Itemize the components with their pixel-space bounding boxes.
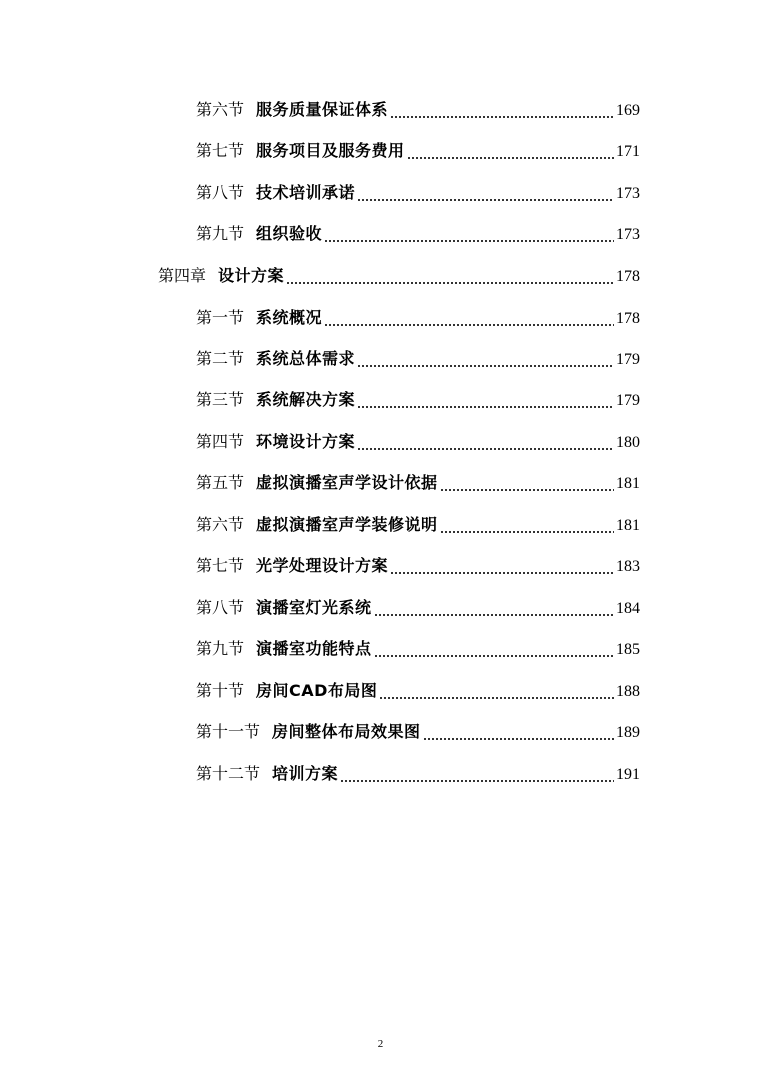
toc-chapter-entry[interactable] [158, 262, 640, 290]
toc-entry-title: 房间CAD布局图 [256, 681, 378, 700]
toc-entry-title: 环境设计方案 [256, 432, 356, 451]
toc-entry[interactable] [196, 96, 640, 124]
toc-dot-leader [423, 738, 614, 740]
toc-dot-leader [340, 780, 614, 782]
toc-entry-page: 173 [616, 185, 640, 202]
toc-entry-label: 第二节 [196, 351, 245, 368]
toc-entry-title: 组织验收 [256, 224, 323, 243]
toc-entry-label: 第七节 [196, 558, 245, 575]
toc-entry[interactable] [196, 511, 640, 539]
toc-entry-label: 第四节 [196, 434, 245, 451]
toc-entry-label: 第四章 [158, 268, 207, 285]
toc-dot-leader [357, 448, 614, 450]
toc-entry-label: 第十二节 [196, 766, 261, 783]
toc-dot-leader [324, 324, 614, 326]
toc-entry-label: 第六节 [196, 102, 245, 119]
toc-entry-page: 185 [616, 641, 640, 658]
toc-entry-label: 第九节 [196, 226, 245, 243]
toc-entry-page: 171 [616, 143, 640, 160]
toc-entry[interactable] [196, 304, 640, 332]
toc-entry-label: 第七节 [196, 143, 245, 160]
toc-dot-leader [390, 116, 614, 118]
toc-entry[interactable] [196, 760, 640, 788]
toc-dot-leader [374, 655, 614, 657]
toc-entry-page: 189 [616, 724, 640, 741]
toc-entry-label: 第九节 [196, 641, 245, 658]
toc-entry-label: 第十一节 [196, 724, 261, 741]
toc-entry-title: 系统概况 [256, 308, 323, 327]
toc-entry-title: 服务质量保证体系 [256, 100, 389, 119]
toc-entry-title: 光学处理设计方案 [256, 556, 389, 575]
toc-entry-title: 系统解决方案 [256, 390, 356, 409]
toc-entry-page: 179 [616, 392, 640, 409]
toc-entry-page: 179 [616, 351, 640, 368]
toc-entry-title: 系统总体需求 [256, 349, 356, 368]
toc-entry-label: 第五节 [196, 475, 245, 492]
toc-entry-title: 演播室功能特点 [256, 639, 372, 658]
toc-dot-leader [357, 199, 614, 201]
toc-entry-title: 技术培训承诺 [256, 183, 356, 202]
toc-entry-label: 第一节 [196, 310, 245, 327]
toc-dot-leader [440, 531, 614, 533]
toc-dot-leader [407, 157, 614, 159]
toc-entry-page: 181 [616, 517, 640, 534]
toc-entry-label: 第八节 [196, 185, 245, 202]
toc-entry[interactable] [196, 718, 640, 746]
toc-entry-page: 178 [616, 268, 640, 285]
toc-dot-leader [440, 489, 614, 491]
toc-entry-page: 183 [616, 558, 640, 575]
toc-entry[interactable] [196, 594, 640, 622]
toc-dot-leader [357, 406, 614, 408]
toc-entry-title: 演播室灯光系统 [256, 598, 372, 617]
toc-entry[interactable] [196, 345, 640, 373]
toc-entry[interactable] [196, 179, 640, 207]
toc-dot-leader [324, 240, 614, 242]
toc-entry-page: 169 [616, 102, 640, 119]
toc-entry[interactable] [196, 386, 640, 414]
toc-entry-page: 184 [616, 600, 640, 617]
toc-entry-page: 188 [616, 683, 640, 700]
toc-entry-label: 第八节 [196, 600, 245, 617]
toc-entry-page: 181 [616, 475, 640, 492]
toc-entry-title: 房间整体布局效果图 [272, 722, 421, 741]
toc-entry[interactable] [196, 137, 640, 165]
toc-entry-title: 培训方案 [272, 764, 339, 783]
page-number-footer: 2 [377, 1038, 384, 1050]
toc-entry-title: 虚拟演播室声学装修说明 [256, 515, 438, 534]
toc-dot-leader [390, 572, 614, 574]
toc-entry[interactable] [196, 552, 640, 580]
toc-dot-leader [379, 697, 614, 699]
toc-dot-leader [374, 614, 614, 616]
toc-entry-page: 178 [616, 310, 640, 327]
toc-entry[interactable] [196, 220, 640, 248]
toc-entry[interactable] [196, 677, 640, 705]
toc-dot-leader [286, 282, 614, 284]
toc-entry-label: 第十节 [196, 683, 245, 700]
toc-entry-title: 设计方案 [218, 266, 285, 285]
toc-entry-title: 服务项目及服务费用 [256, 141, 405, 160]
toc-entry-page: 191 [616, 766, 640, 783]
toc-entry-page: 180 [616, 434, 640, 451]
toc-dot-leader [357, 365, 614, 367]
toc-entry-title: 虚拟演播室声学设计依据 [256, 473, 438, 492]
toc-entry-label: 第六节 [196, 517, 245, 534]
toc-entry-label: 第三节 [196, 392, 245, 409]
toc-entry[interactable] [196, 428, 640, 456]
toc-entry[interactable] [196, 469, 640, 497]
toc-entry-page: 173 [616, 226, 640, 243]
toc-entry[interactable] [196, 635, 640, 663]
